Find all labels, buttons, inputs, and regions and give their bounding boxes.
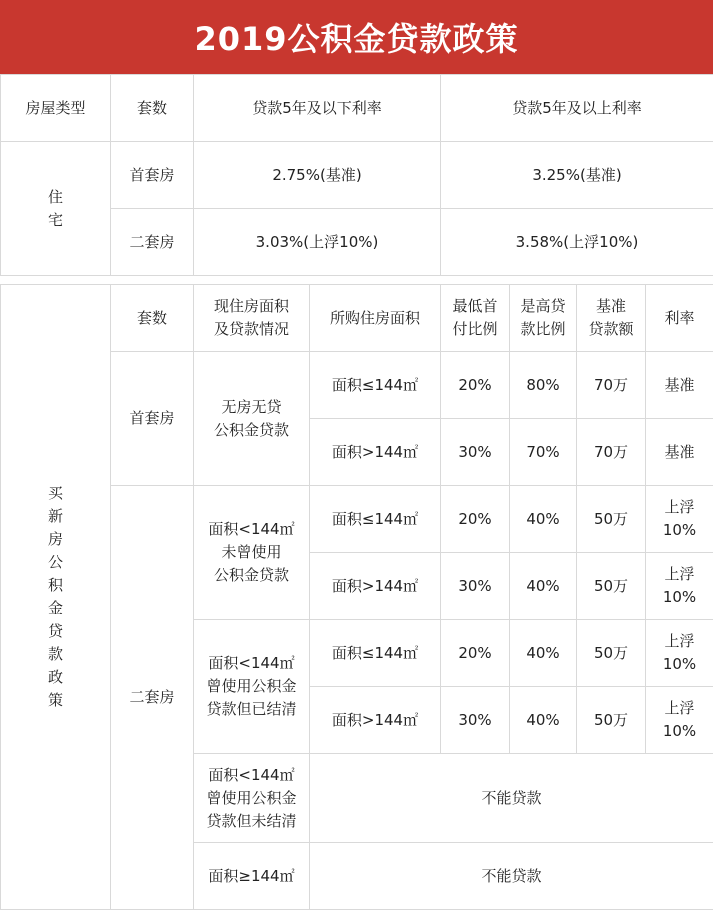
rate-under5-cell: 2.75%(基准) <box>194 142 441 209</box>
area-cell: 面积≤144㎡ <box>310 620 441 687</box>
header-rate: 利率 <box>646 285 713 352</box>
category-new-house: 买 新 房 公 积 金 贷 款 政 策 <box>1 285 111 910</box>
header-base-amount: 基准 贷款额 <box>577 285 646 352</box>
rate-over5-cell: 3.25%(基准) <box>441 142 713 209</box>
tao-second: 二套房 <box>111 486 194 910</box>
base-amount-cell: 50万 <box>577 687 646 754</box>
min-down-cell: 20% <box>441 486 510 553</box>
header-rate-over5: 贷款5年及以上利率 <box>441 75 713 142</box>
header-tao: 套数 <box>111 75 194 142</box>
max-loan-cell: 40% <box>510 553 577 620</box>
header-rate-under5: 贷款5年及以下利率 <box>194 75 441 142</box>
page-title: 2019公积金贷款政策 <box>0 0 713 74</box>
max-loan-cell: 40% <box>510 620 577 687</box>
area-cell: 面积>144㎡ <box>310 553 441 620</box>
residential-rate-table <box>0 74 713 276</box>
area-cell: 面积≤144㎡ <box>310 352 441 419</box>
category-residential: 住 宅 <box>1 142 111 276</box>
current-situation: 面积<144㎡ 曾使用公积金 贷款但未结清 <box>194 754 310 843</box>
area-cell: 面积>144㎡ <box>310 687 441 754</box>
row-tao: 二套房 <box>111 209 194 276</box>
max-loan-cell: 40% <box>510 486 577 553</box>
header-tao: 套数 <box>111 285 194 352</box>
header-min-down: 最低首 付比例 <box>441 285 510 352</box>
rate-under5-cell: 3.03%(上浮10%) <box>194 209 441 276</box>
base-amount-cell: 50万 <box>577 486 646 553</box>
max-loan-cell: 40% <box>510 687 577 754</box>
base-amount-cell: 70万 <box>577 352 646 419</box>
base-amount-cell: 50万 <box>577 553 646 620</box>
current-situation: 面积≥144㎡ <box>194 843 310 910</box>
current-situation: 面积<144㎡ 曾使用公积金 贷款但已结清 <box>194 620 310 754</box>
no-loan-cell: 不能贷款 <box>310 754 713 843</box>
current-situation: 无房无贷 公积金贷款 <box>194 352 310 486</box>
no-loan-cell: 不能贷款 <box>310 843 713 910</box>
area-cell: 面积≤144㎡ <box>310 486 441 553</box>
header-max-loan: 是高贷 款比例 <box>510 285 577 352</box>
table-header-row <box>1 285 713 352</box>
row-tao: 首套房 <box>111 142 194 209</box>
max-loan-cell: 70% <box>510 419 577 486</box>
header-current: 现住房面积 及贷款情况 <box>194 285 310 352</box>
rate-cell: 上浮 10% <box>646 687 713 754</box>
new-house-policy-table <box>0 284 713 910</box>
min-down-cell: 30% <box>441 419 510 486</box>
tao-first: 首套房 <box>111 352 194 486</box>
rate-over5-cell: 3.58%(上浮10%) <box>441 209 713 276</box>
min-down-cell: 30% <box>441 687 510 754</box>
table-header-row <box>1 75 713 142</box>
rate-cell: 上浮 10% <box>646 553 713 620</box>
min-down-cell: 30% <box>441 553 510 620</box>
table-row <box>1 142 713 209</box>
section-gap <box>0 276 713 284</box>
base-amount-cell: 70万 <box>577 419 646 486</box>
header-area: 所购住房面积 <box>310 285 441 352</box>
header-house-type: 房屋类型 <box>1 75 111 142</box>
area-cell: 面积>144㎡ <box>310 419 441 486</box>
base-amount-cell: 50万 <box>577 620 646 687</box>
current-situation: 面积<144㎡ 未曾使用 公积金贷款 <box>194 486 310 620</box>
rate-cell: 上浮 10% <box>646 486 713 553</box>
min-down-cell: 20% <box>441 352 510 419</box>
rate-cell: 基准 <box>646 352 713 419</box>
rate-cell: 基准 <box>646 419 713 486</box>
min-down-cell: 20% <box>441 620 510 687</box>
max-loan-cell: 80% <box>510 352 577 419</box>
rate-cell: 上浮 10% <box>646 620 713 687</box>
